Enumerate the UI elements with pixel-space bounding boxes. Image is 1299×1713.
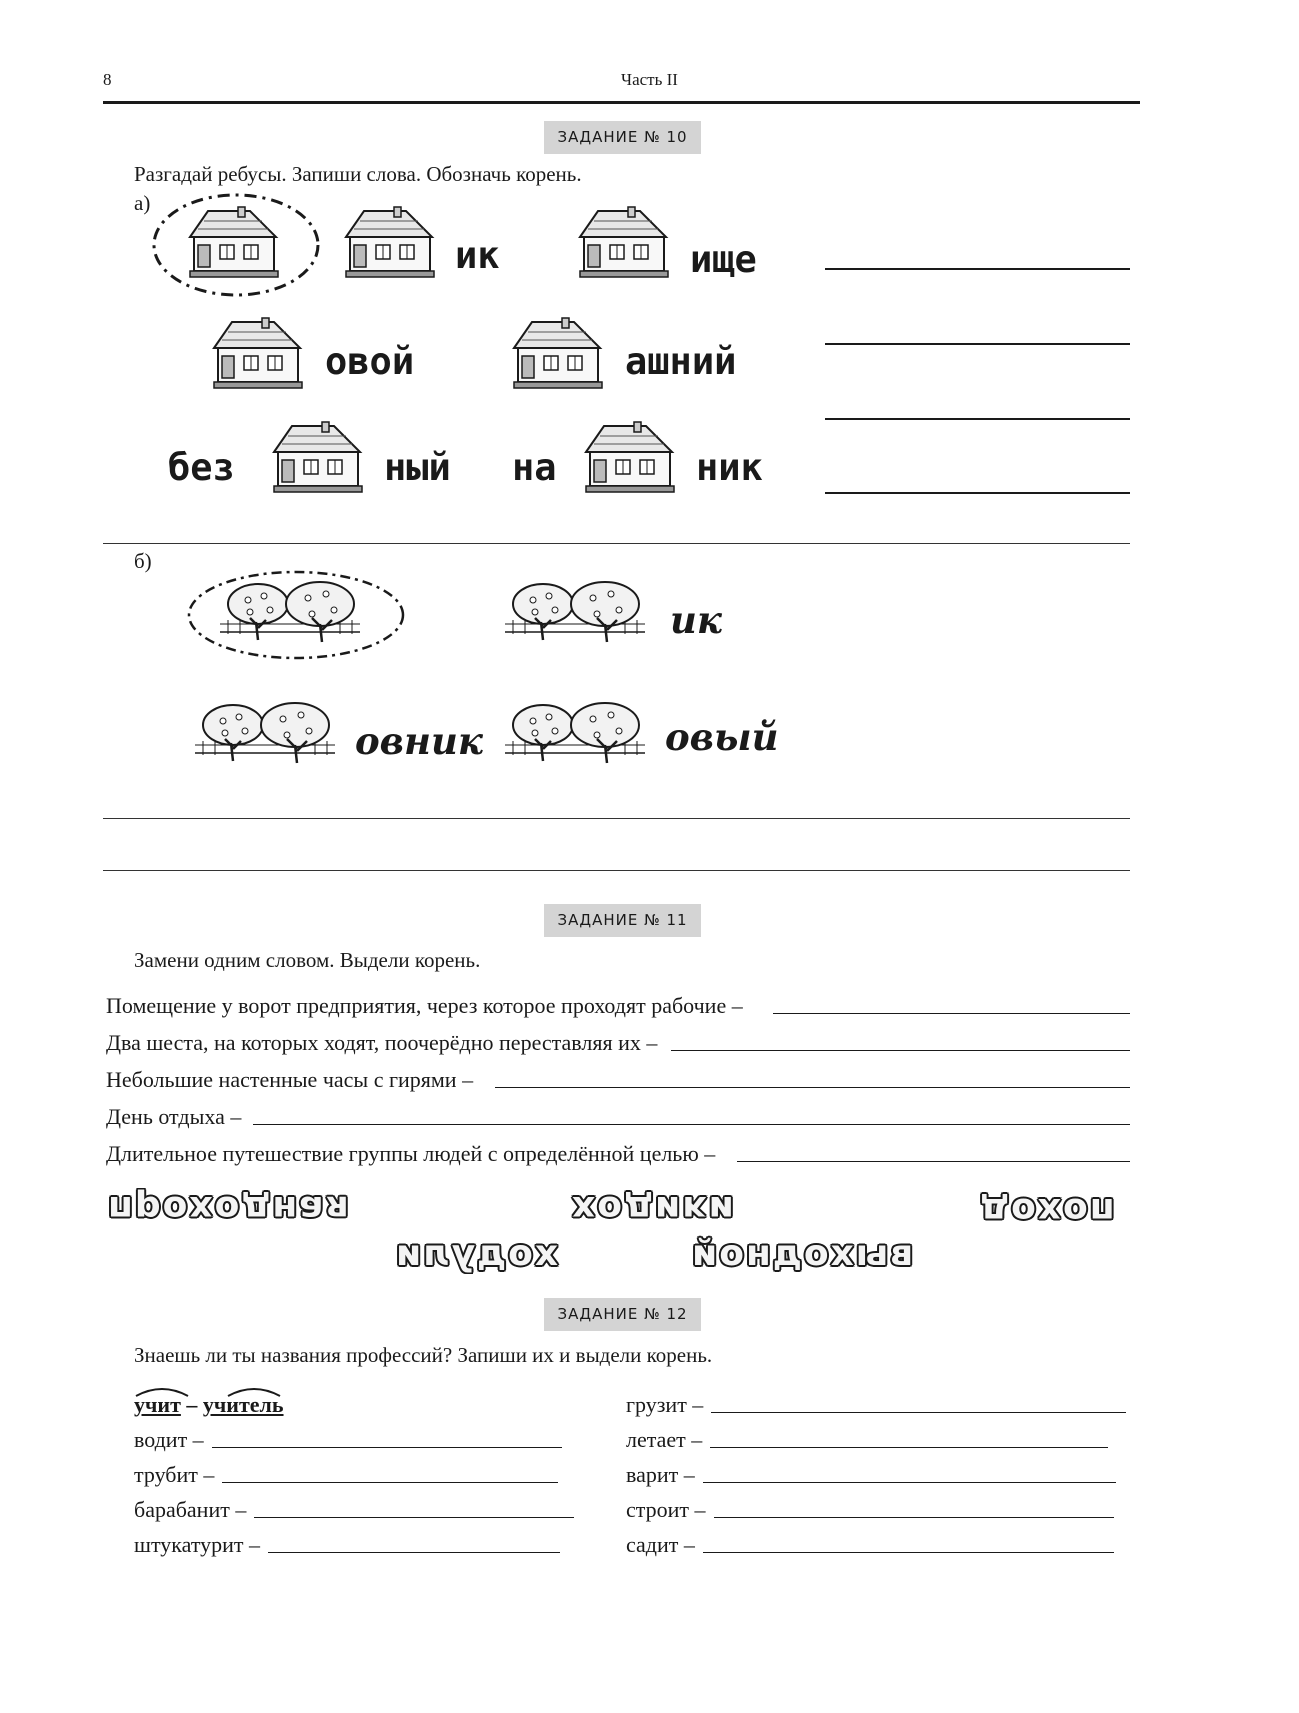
- trees-icon: [195, 703, 335, 765]
- task-11-instruction: Замени одним словом. Выдели корень.: [134, 948, 481, 972]
- profession-item: [626, 1392, 1126, 1418]
- house-icon: [178, 207, 288, 279]
- answer-blank[interactable]: [671, 1050, 1130, 1051]
- profession-item: [626, 1497, 1114, 1523]
- profession-item: [626, 1427, 1108, 1453]
- trees-icon: [505, 703, 645, 765]
- answer-line[interactable]: [103, 818, 1130, 819]
- scrambled-word: ходули: [394, 1233, 559, 1274]
- rebus-suffix: ный: [384, 446, 451, 489]
- rebus-prefix: на: [512, 446, 557, 489]
- task-12-header: ЗАДАНИЕ № 12: [544, 1298, 701, 1331]
- profession-item: [134, 1427, 562, 1453]
- rebus-suffix: ик: [670, 598, 722, 642]
- definition-line: [106, 1030, 1130, 1056]
- example-dash: –: [186, 1392, 198, 1417]
- house-icon: [574, 422, 684, 494]
- running-title: Часть II: [621, 70, 678, 89]
- trees-icon: [505, 582, 645, 644]
- task-12-instruction: Знаешь ли ты названия профессий? Запиши их и выдели корень.: [134, 1343, 713, 1367]
- answer-blank[interactable]: [711, 1412, 1126, 1413]
- house-icon: [334, 207, 444, 279]
- answer-line[interactable]: [825, 343, 1130, 345]
- rebus-suffix: овой: [325, 340, 415, 383]
- scrambled-word: ходики: [572, 1188, 736, 1229]
- answer-blank[interactable]: [703, 1482, 1116, 1483]
- answer-blank[interactable]: [268, 1552, 560, 1553]
- definition-line: [106, 1141, 1130, 1167]
- house-icon: [502, 318, 612, 390]
- definition-text: Два шеста, на которых ходят, поочерёдно переставляя их –: [106, 1030, 658, 1055]
- answer-blank[interactable]: [703, 1552, 1114, 1553]
- example-verb: учит: [134, 1392, 181, 1417]
- definition-line: [106, 993, 1130, 1019]
- definition-line: [106, 1104, 1130, 1130]
- house-icon: [262, 422, 372, 494]
- profession-verb: садит –: [626, 1532, 695, 1557]
- answer-blank[interactable]: [254, 1517, 574, 1518]
- rebus-suffix: ище: [690, 238, 757, 281]
- profession-verb: варит –: [626, 1462, 695, 1487]
- definition-text: Небольшие настенные часы с гирями –: [106, 1067, 474, 1092]
- example-noun: учитель: [202, 1392, 284, 1417]
- profession-verb: штукатурит –: [134, 1532, 261, 1557]
- answer-blank[interactable]: [253, 1124, 1130, 1125]
- rebus-suffix: ашний: [625, 340, 737, 383]
- answer-blank[interactable]: [737, 1161, 1130, 1162]
- scrambled-word: проходная: [108, 1188, 351, 1229]
- answer-blank[interactable]: [212, 1447, 562, 1448]
- page-number: 8: [103, 70, 112, 89]
- definition-line: [106, 1067, 1130, 1093]
- part-a-label: а): [134, 191, 151, 215]
- scrambled-word: выходной: [690, 1233, 914, 1274]
- profession-verb: летает –: [626, 1427, 703, 1452]
- house-icon: [568, 207, 678, 279]
- profession-item: [626, 1532, 1114, 1558]
- answer-line[interactable]: [103, 870, 1130, 871]
- trees-icon: [220, 582, 360, 644]
- answer-blank[interactable]: [710, 1447, 1108, 1448]
- profession-verb: барабанит –: [134, 1497, 247, 1522]
- task-11-header: ЗАДАНИЕ № 11: [544, 904, 701, 937]
- root-arc-marks: [134, 1384, 334, 1398]
- rebus-suffix: ик: [455, 234, 500, 277]
- definition-text: Помещение у ворот предприятия, через которое проходят рабочие –: [106, 993, 743, 1018]
- profession-verb: трубит –: [134, 1462, 215, 1487]
- answer-blank[interactable]: [222, 1482, 558, 1483]
- part-b-label: б): [134, 549, 152, 573]
- profession-verb: водит –: [134, 1427, 204, 1452]
- answer-blank[interactable]: [495, 1087, 1130, 1088]
- answer-line[interactable]: [103, 543, 1130, 544]
- rebus-prefix: без: [168, 446, 235, 489]
- task-10-header: ЗАДАНИЕ № 10: [544, 121, 701, 154]
- rebus-suffix: овый: [665, 715, 779, 759]
- answer-blank[interactable]: [773, 1013, 1130, 1014]
- house-icon: [202, 318, 312, 390]
- header-rule: [103, 101, 1140, 104]
- answer-line[interactable]: [825, 492, 1130, 494]
- profession-item: [134, 1462, 558, 1488]
- profession-item: [134, 1497, 574, 1523]
- profession-item: [134, 1532, 560, 1558]
- definition-text: День отдыха –: [106, 1104, 242, 1129]
- profession-item: [626, 1462, 1116, 1488]
- profession-verb: грузит –: [626, 1392, 704, 1417]
- answer-line[interactable]: [825, 268, 1130, 270]
- answer-line[interactable]: [825, 418, 1130, 420]
- scrambled-word: поход: [978, 1190, 1115, 1231]
- answer-blank[interactable]: [714, 1517, 1114, 1518]
- profession-verb: строит –: [626, 1497, 706, 1522]
- rebus-suffix: ник: [696, 446, 763, 489]
- definition-text: Длительное путешествие группы людей с определённой целью –: [106, 1141, 716, 1166]
- rebus-suffix: овник: [355, 719, 483, 763]
- task-10-instruction: Разгадай ребусы. Запиши слова. Обозначь корень.: [134, 162, 582, 186]
